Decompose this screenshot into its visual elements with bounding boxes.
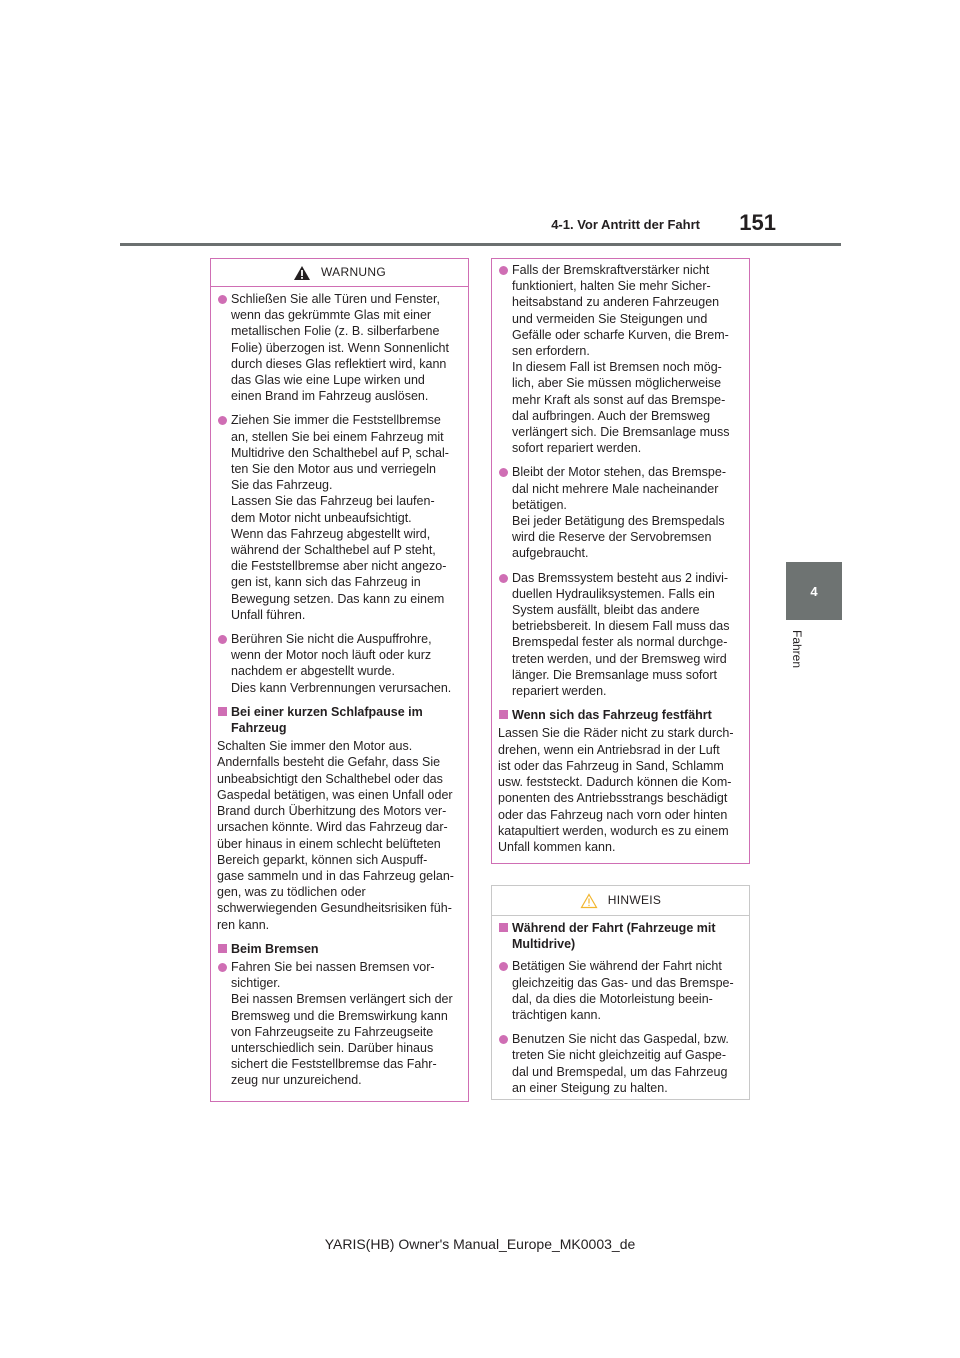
warning-title: WARNUNG: [321, 265, 386, 280]
section-heading-text: Bei einer kurzen Schlafpause im Fahrzeug: [231, 704, 423, 736]
section-heading: [217, 941, 462, 957]
notice-item: [498, 1031, 743, 1096]
warning-continuation-box: [491, 258, 750, 864]
notice-header: [492, 886, 749, 916]
bullet-icon: [218, 295, 227, 304]
warning-item: [217, 631, 462, 696]
warning-item: [498, 464, 743, 561]
section-heading: [498, 707, 743, 723]
square-bullet-icon: [499, 923, 508, 932]
section-heading-text: Beim Bremsen: [231, 941, 319, 956]
square-bullet-icon: [218, 707, 227, 716]
warning-item-text: Das Bremssystem besteht aus 2 indivi- duellen Hydrauliksystemen. Falls ein System ausfällt, bleibt das andere betriebsbereit. In diesem Fall muss das Bremspedal fester als normal durchge- treten werden, und der Bremsweg wird länger. Die Bremsanlage muss sofort repariert werden.: [512, 570, 730, 699]
bullet-icon: [218, 963, 227, 972]
warning-item-text: Bleibt der Motor stehen, das Bremspe- dal nicht mehrere Male nacheinander betätigen. Bei jeder Betätigung des Bremspedals wird die Reserve der Servobremsen aufgebraucht.: [512, 465, 726, 561]
section-paragraph: Schalten Sie immer den Motor aus. Andernfalls besteht die Gefahr, dass Sie unbeabsichtigt den Schalthebel oder das Gaspedal betätigen, was einen Unfall oder Brand durch Überhitzung des Motors ver- ursachen könnte. Wird das Fahrzeug dar- über hinaus in einem schlecht belüfteten Bereich geparkt, können sich Auspuff- gase sammeln und in das Fahrzeug gelan- gen, was zu tödlichen oder schwerwiegenden Gesundheitsrisiken füh- ren kann.: [217, 739, 454, 932]
warning-item: [217, 412, 462, 623]
bullet-icon: [499, 468, 508, 477]
bullet-icon: [218, 635, 227, 644]
section-heading-text: Wenn sich das Fahrzeug festfährt: [512, 708, 712, 723]
bullet-icon: [499, 962, 508, 971]
bullet-icon: [499, 266, 508, 275]
warning-item-text: Schließen Sie alle Türen und Fenster, wenn das gekrümmte Glas mit einer metallischen Folie (z. B. silberfarbene Folie) überzogen ist. Wenn Sonnenlicht durch dieses Glas reflektiert wird, kann das Glas wie eine Lupe wirken und einen Brand im Fahrzeug auslösen.: [231, 292, 449, 404]
square-bullet-icon: [218, 944, 227, 953]
section-heading: [498, 920, 743, 952]
bullet-icon: [499, 1035, 508, 1044]
warning-box: [210, 258, 469, 1102]
bullet-icon: [218, 416, 227, 425]
warning-item-text: Berühren Sie nicht die Auspuffrohre, wenn der Motor noch läuft oder kurz nachdem er abgestellt wurde. Dies kann Verbrennungen verursachen.: [231, 632, 452, 695]
bullet-icon: [499, 574, 508, 583]
notice-item-text: Betätigen Sie während der Fahrt nicht gleichzeitig das Gas- und das Bremspe- dal, da dies die Motorleistung beein- trächtigen kann.: [512, 959, 734, 1023]
warning-item: [498, 570, 743, 700]
footer-text: YARIS(HB) Owner's Manual_Europe_MK0003_de: [324, 1236, 636, 1252]
warning-item: [217, 959, 462, 1089]
warning-triangle-icon: [293, 265, 311, 281]
warning-item-text: Falls der Bremskraftverstärker nicht funktioniert, halten Sie mehr Sicher- heitsabstand zu anderen Fahrzeugen und vermeiden Sie Steigungen und Gefälle oder scharfe Kurven, die Brem- sen erfordern. In diesem Fall ist Bremsen noch mög- lich, aber Sie müssen möglicherweise mehr Kraft als sonst auf das Bremspe- dal aufbringen. Auch der Bremsweg verlängert sich. Die Bremsanlage muss sofort repariert werden.: [512, 263, 730, 456]
warning-item: [498, 262, 743, 456]
section-heading: [217, 704, 462, 736]
caution-triangle-icon: [580, 893, 598, 909]
notice-title: HINWEIS: [607, 893, 662, 908]
section-heading-text: Während der Fahrt (Fahrzeuge mit Multidrive): [512, 921, 716, 952]
chapter-tab[interactable]: 4: [786, 562, 842, 620]
square-bullet-icon: [499, 710, 508, 719]
warning-item-text: Fahren Sie bei nassen Bremsen vor- sichtiger. Bei nassen Bremsen verlängert sich der Bremsweg und die Bremswirkung kann von Fahrzeugseite zu Fahrzeugseite unterschiedlich sein. Darüber hinaus sichert die Feststellbremse das Fahr- zeug nur unzureichend.: [231, 959, 453, 1088]
section-title: 4-1. Vor Antritt der Fahrt: [551, 217, 700, 232]
notice-item: [498, 958, 743, 1023]
warning-item-text: Ziehen Sie immer die Feststellbremse an, stellen Sie bei einem Fahrzeug mit Multidrive den Schalthebel auf P, schal- ten Sie den Motor aus und verriegeln Sie das Fahrzeug. Lassen Sie das Fahrzeug bei laufen- dem Motor nicht unbeaufsichtigt. Wenn das Fahrzeug abgestellt wird, während der Schalthebel auf P steht, die Feststellbremse aber nicht angezo- gen ist, kann sich das Fahrzeug in Bewegung setzen. Das kann zu einem Unfall führen.: [231, 413, 449, 622]
notice-box: [491, 885, 750, 1100]
warning-header: [211, 259, 468, 287]
section-paragraph: Lassen Sie die Räder nicht zu stark durch- drehen, wenn ein Antriebsrad in der Luft ist oder das Fahrzeug in Sand, Schlamm usw. feststeckt. Dadurch können die Kom- ponenten des Antriebsstrangs beschädigt oder das Fahrzeug nach vorn oder hinten katapultiert werden, wodurch es zu einem Unfall kommen kann.: [498, 726, 734, 854]
chapter-label: Fahren: [790, 630, 804, 669]
page-number: 151: [739, 210, 776, 235]
notice-item-text: Benutzen Sie nicht das Gaspedal, bzw. treten Sie nicht gleichzeitig auf Gaspe- dal und Bremspedal, um das Fahrzeug an einer Steigung zu halten.: [512, 1032, 729, 1095]
warning-item: [217, 291, 462, 404]
header-rule: [120, 243, 841, 246]
